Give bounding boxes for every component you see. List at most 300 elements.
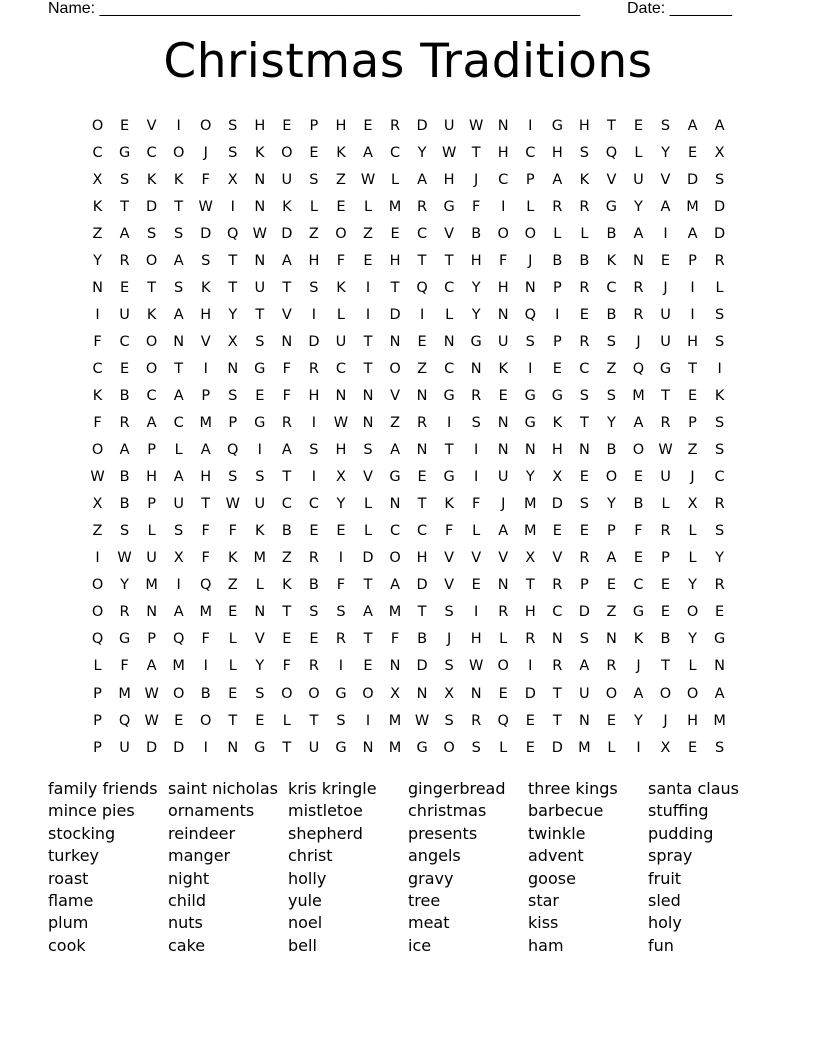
grid-letter[interactable]: M bbox=[388, 712, 402, 729]
grid-letter[interactable]: J bbox=[528, 252, 533, 269]
grid-letter[interactable]: U bbox=[579, 685, 590, 702]
grid-letter[interactable]: D bbox=[551, 496, 563, 513]
grid-letter[interactable]: X bbox=[92, 496, 103, 513]
grid-letter[interactable]: C bbox=[173, 415, 184, 432]
grid-letter[interactable]: B bbox=[606, 442, 617, 459]
grid-letter[interactable]: K bbox=[200, 279, 211, 296]
grid-letter[interactable]: O bbox=[91, 604, 104, 621]
grid-letter[interactable]: K bbox=[336, 144, 346, 161]
grid-letter[interactable]: H bbox=[200, 469, 212, 486]
grid-letter[interactable]: T bbox=[282, 279, 292, 296]
grid-letter[interactable]: W bbox=[252, 225, 267, 242]
grid-letter[interactable]: V bbox=[552, 550, 563, 567]
grid-letter[interactable]: N bbox=[335, 387, 347, 404]
grid-letter[interactable]: O bbox=[308, 685, 320, 702]
grid-letter[interactable]: T bbox=[363, 360, 373, 377]
grid-letter[interactable]: E bbox=[417, 333, 427, 350]
grid-letter[interactable]: F bbox=[444, 523, 454, 540]
grid-letter[interactable]: J bbox=[636, 333, 641, 350]
grid-letter[interactable]: B bbox=[119, 496, 130, 513]
grid-letter[interactable]: Y bbox=[471, 279, 481, 296]
grid-letter[interactable]: G bbox=[605, 198, 618, 215]
grid-letter[interactable]: E bbox=[687, 387, 698, 404]
grid-letter[interactable]: F bbox=[282, 387, 292, 404]
grid-letter[interactable]: R bbox=[633, 306, 644, 323]
grid-letter[interactable]: T bbox=[417, 604, 427, 621]
grid-letter[interactable]: R bbox=[281, 415, 292, 432]
grid-letter[interactable]: I bbox=[501, 198, 506, 215]
grid-letter[interactable]: Y bbox=[606, 415, 616, 432]
grid-letter[interactable]: I bbox=[365, 306, 371, 323]
grid-letter[interactable]: I bbox=[338, 658, 344, 675]
grid-letter[interactable]: C bbox=[389, 144, 401, 161]
grid-letter[interactable]: E bbox=[579, 469, 589, 486]
grid-letter[interactable]: A bbox=[579, 658, 590, 675]
grid-letter[interactable]: I bbox=[474, 604, 479, 621]
grid-letter[interactable]: P bbox=[147, 496, 156, 513]
grid-letter[interactable]: H bbox=[470, 252, 482, 269]
grid-letter[interactable]: I bbox=[446, 415, 452, 432]
grid-letter[interactable]: L bbox=[363, 496, 373, 513]
grid-letter[interactable]: G bbox=[713, 631, 726, 648]
grid-letter[interactable]: Z bbox=[417, 360, 428, 377]
grid-letter[interactable]: C bbox=[633, 577, 644, 594]
grid-letter[interactable]: H bbox=[497, 144, 509, 161]
grid-letter[interactable]: A bbox=[173, 604, 184, 621]
grid-letter[interactable]: F bbox=[634, 523, 643, 540]
grid-letter[interactable]: I bbox=[474, 442, 479, 459]
grid-letter[interactable]: M bbox=[524, 496, 537, 513]
grid-letter[interactable]: A bbox=[173, 469, 184, 486]
grid-letter[interactable]: J bbox=[501, 496, 506, 513]
grid-letter[interactable]: I bbox=[257, 442, 262, 459]
grid-letter[interactable]: T bbox=[309, 712, 319, 729]
grid-letter[interactable]: S bbox=[579, 387, 589, 404]
grid-letter[interactable]: T bbox=[282, 739, 292, 756]
grid-letter[interactable]: F bbox=[93, 333, 102, 350]
grid-letter[interactable]: Y bbox=[634, 198, 643, 215]
grid-letter[interactable]: K bbox=[228, 550, 238, 567]
grid-letter[interactable]: D bbox=[416, 117, 428, 134]
grid-letter[interactable]: N bbox=[416, 442, 428, 459]
grid-letter[interactable]: S bbox=[309, 171, 319, 188]
grid-letter[interactable]: Z bbox=[227, 577, 238, 594]
grid-letter[interactable]: P bbox=[607, 523, 616, 540]
grid-letter[interactable]: H bbox=[146, 469, 158, 486]
grid-letter[interactable]: Y bbox=[471, 306, 481, 323]
grid-letter[interactable]: F bbox=[282, 658, 292, 675]
grid-letter[interactable]: S bbox=[255, 685, 265, 702]
grid-letter[interactable]: F bbox=[390, 631, 400, 648]
grid-letter[interactable]: T bbox=[579, 415, 589, 432]
grid-letter[interactable]: E bbox=[228, 685, 238, 702]
grid-letter[interactable]: E bbox=[282, 631, 292, 648]
grid-letter[interactable]: E bbox=[255, 712, 265, 729]
grid-letter[interactable]: C bbox=[146, 144, 157, 161]
grid-letter[interactable]: N bbox=[633, 252, 644, 269]
grid-letter[interactable]: Q bbox=[227, 442, 239, 459]
grid-letter[interactable]: E bbox=[687, 144, 698, 161]
grid-letter[interactable]: C bbox=[281, 496, 292, 513]
grid-letter[interactable]: F bbox=[120, 658, 129, 675]
grid-letter[interactable]: T bbox=[552, 712, 562, 729]
grid-letter[interactable]: N bbox=[470, 360, 482, 377]
grid-letter[interactable]: F bbox=[201, 171, 210, 188]
grid-letter[interactable]: N bbox=[389, 658, 401, 675]
grid-letter[interactable]: A bbox=[173, 387, 184, 404]
grid-letter[interactable]: G bbox=[551, 117, 563, 134]
grid-letter[interactable]: L bbox=[228, 658, 237, 675]
grid-letter[interactable]: B bbox=[308, 577, 319, 594]
grid-letter[interactable]: K bbox=[146, 306, 157, 323]
grid-letter[interactable]: J bbox=[663, 279, 668, 296]
grid-letter[interactable]: F bbox=[336, 252, 346, 269]
grid-letter[interactable]: S bbox=[714, 171, 725, 188]
grid-letter[interactable]: C bbox=[714, 469, 725, 486]
grid-letter[interactable]: A bbox=[687, 117, 698, 134]
grid-letter[interactable]: L bbox=[309, 198, 318, 215]
grid-letter[interactable]: C bbox=[444, 360, 455, 377]
grid-letter[interactable]: E bbox=[660, 252, 671, 269]
grid-letter[interactable]: E bbox=[228, 604, 238, 621]
grid-letter[interactable]: G bbox=[659, 360, 672, 377]
grid-letter[interactable]: W bbox=[90, 469, 105, 486]
grid-letter[interactable]: D bbox=[524, 685, 536, 702]
grid-letter[interactable]: G bbox=[254, 739, 266, 756]
grid-letter[interactable]: I bbox=[176, 117, 181, 134]
grid-letter[interactable]: T bbox=[363, 631, 373, 648]
grid-letter[interactable]: N bbox=[362, 387, 374, 404]
grid-letter[interactable]: Q bbox=[227, 225, 239, 242]
grid-letter[interactable]: G bbox=[335, 739, 347, 756]
grid-letter[interactable]: V bbox=[660, 171, 671, 188]
grid-letter[interactable]: W bbox=[333, 415, 349, 432]
grid-letter[interactable]: N bbox=[416, 387, 428, 404]
grid-letter[interactable]: I bbox=[203, 658, 208, 675]
grid-letter[interactable]: W bbox=[198, 198, 213, 215]
grid-letter[interactable]: I bbox=[419, 306, 425, 323]
grid-letter[interactable]: T bbox=[282, 604, 292, 621]
grid-letter[interactable]: V bbox=[444, 225, 455, 242]
grid-letter[interactable]: N bbox=[227, 739, 239, 756]
grid-letter[interactable]: I bbox=[690, 279, 695, 296]
grid-letter[interactable]: E bbox=[660, 577, 671, 594]
grid-letter[interactable]: G bbox=[443, 198, 455, 215]
grid-letter[interactable]: K bbox=[498, 360, 508, 377]
grid-letter[interactable]: D bbox=[146, 198, 158, 215]
grid-letter[interactable]: H bbox=[551, 442, 563, 459]
grid-letter[interactable]: S bbox=[606, 387, 617, 404]
grid-letter[interactable]: N bbox=[497, 306, 509, 323]
grid-letter[interactable]: Y bbox=[606, 496, 616, 513]
grid-letter[interactable]: A bbox=[281, 252, 292, 269]
grid-letter[interactable]: R bbox=[525, 631, 536, 648]
grid-letter[interactable]: U bbox=[443, 117, 455, 134]
grid-letter[interactable]: Q bbox=[416, 279, 428, 296]
grid-letter[interactable]: V bbox=[254, 631, 265, 648]
grid-letter[interactable]: V bbox=[606, 171, 617, 188]
grid-letter[interactable]: M bbox=[172, 658, 185, 675]
grid-letter[interactable]: V bbox=[363, 469, 373, 486]
grid-letter[interactable]: P bbox=[201, 387, 211, 404]
grid-letter[interactable]: D bbox=[146, 739, 158, 756]
grid-letter[interactable]: U bbox=[497, 469, 509, 486]
grid-letter[interactable]: S bbox=[309, 279, 319, 296]
grid-letter[interactable]: A bbox=[714, 685, 725, 702]
grid-letter[interactable]: P bbox=[147, 631, 156, 648]
grid-letter[interactable]: E bbox=[525, 712, 535, 729]
grid-letter[interactable]: U bbox=[633, 171, 644, 188]
grid-letter[interactable]: F bbox=[201, 631, 210, 648]
grid-letter[interactable]: E bbox=[336, 523, 346, 540]
grid-letter[interactable]: L bbox=[688, 658, 697, 675]
grid-letter[interactable]: S bbox=[147, 225, 157, 242]
grid-letter[interactable]: M bbox=[713, 712, 726, 729]
grid-letter[interactable]: T bbox=[363, 577, 373, 594]
grid-letter[interactable]: T bbox=[147, 279, 157, 296]
grid-letter[interactable]: E bbox=[498, 387, 508, 404]
grid-letter[interactable]: P bbox=[552, 333, 562, 350]
grid-letter[interactable]: A bbox=[363, 144, 373, 161]
grid-letter[interactable]: R bbox=[308, 550, 319, 567]
grid-letter[interactable]: O bbox=[91, 577, 104, 594]
grid-letter[interactable]: D bbox=[362, 550, 374, 567]
grid-letter[interactable]: M bbox=[145, 577, 158, 594]
grid-letter[interactable]: Z bbox=[308, 225, 319, 242]
grid-letter[interactable]: S bbox=[228, 469, 238, 486]
grid-letter[interactable]: M bbox=[388, 739, 402, 756]
grid-letter[interactable]: O bbox=[91, 442, 104, 459]
grid-letter[interactable]: W bbox=[225, 496, 240, 513]
grid-letter[interactable]: N bbox=[389, 333, 401, 350]
grid-letter[interactable]: A bbox=[146, 415, 157, 432]
grid-letter[interactable]: T bbox=[174, 360, 184, 377]
grid-letter[interactable]: C bbox=[498, 171, 509, 188]
grid-letter[interactable]: E bbox=[579, 306, 589, 323]
grid-letter[interactable]: D bbox=[173, 739, 185, 756]
grid-letter[interactable]: Q bbox=[172, 631, 185, 648]
grid-letter[interactable]: M bbox=[632, 387, 645, 404]
date-field-label[interactable]: Date: _______ bbox=[627, 0, 732, 17]
grid-letter[interactable]: R bbox=[552, 198, 563, 215]
grid-letter[interactable]: I bbox=[365, 279, 371, 296]
grid-letter[interactable]: Q bbox=[118, 712, 131, 729]
grid-letter[interactable]: F bbox=[201, 523, 210, 540]
grid-letter[interactable]: E bbox=[282, 117, 292, 134]
grid-letter[interactable]: M bbox=[578, 739, 591, 756]
grid-letter[interactable]: I bbox=[230, 198, 235, 215]
grid-letter[interactable]: C bbox=[92, 144, 103, 161]
grid-letter[interactable]: L bbox=[147, 523, 156, 540]
grid-letter[interactable]: W bbox=[360, 171, 376, 188]
grid-letter[interactable]: F bbox=[472, 496, 481, 513]
grid-letter[interactable]: O bbox=[172, 685, 185, 702]
grid-letter[interactable]: S bbox=[363, 442, 373, 459]
grid-letter[interactable]: S bbox=[255, 469, 265, 486]
grid-letter[interactable]: T bbox=[282, 469, 292, 486]
grid-letter[interactable]: X bbox=[687, 496, 698, 513]
grid-letter[interactable]: N bbox=[362, 415, 374, 432]
grid-letter[interactable]: T bbox=[228, 712, 238, 729]
grid-letter[interactable]: K bbox=[92, 387, 103, 404]
grid-letter[interactable]: I bbox=[636, 739, 641, 756]
grid-letter[interactable]: A bbox=[633, 415, 644, 432]
grid-letter[interactable]: B bbox=[200, 685, 211, 702]
grid-letter[interactable]: I bbox=[528, 117, 533, 134]
grid-letter[interactable]: R bbox=[471, 712, 482, 729]
grid-letter[interactable]: E bbox=[715, 604, 725, 621]
grid-letter[interactable]: E bbox=[174, 712, 184, 729]
grid-letter[interactable]: N bbox=[254, 252, 266, 269]
grid-letter[interactable]: O bbox=[524, 225, 536, 242]
grid-letter[interactable]: C bbox=[552, 604, 563, 621]
grid-letter[interactable]: H bbox=[416, 550, 428, 567]
grid-letter[interactable]: X bbox=[173, 550, 184, 567]
grid-letter[interactable]: L bbox=[255, 577, 264, 594]
grid-letter[interactable]: K bbox=[255, 523, 265, 540]
grid-letter[interactable]: G bbox=[254, 360, 266, 377]
grid-letter[interactable]: N bbox=[524, 279, 536, 296]
grid-letter[interactable]: T bbox=[444, 442, 454, 459]
grid-letter[interactable]: X bbox=[525, 550, 536, 567]
grid-letter[interactable]: S bbox=[336, 712, 346, 729]
grid-letter[interactable]: D bbox=[686, 171, 699, 188]
grid-letter[interactable]: P bbox=[688, 252, 697, 269]
grid-letter[interactable]: O bbox=[145, 360, 158, 377]
grid-letter[interactable]: X bbox=[92, 171, 103, 188]
grid-letter[interactable]: B bbox=[119, 387, 130, 404]
grid-letter[interactable]: I bbox=[95, 550, 100, 567]
grid-letter[interactable]: O bbox=[389, 550, 401, 567]
grid-letter[interactable]: J bbox=[446, 631, 452, 648]
grid-letter[interactable]: L bbox=[634, 144, 643, 161]
grid-letter[interactable]: T bbox=[255, 306, 265, 323]
grid-letter[interactable]: I bbox=[311, 415, 317, 432]
grid-letter[interactable]: O bbox=[605, 469, 618, 486]
grid-letter[interactable]: N bbox=[173, 333, 185, 350]
grid-letter[interactable]: N bbox=[578, 712, 590, 729]
grid-letter[interactable]: M bbox=[524, 523, 537, 540]
grid-letter[interactable]: R bbox=[308, 360, 319, 377]
grid-letter[interactable]: J bbox=[474, 171, 479, 188]
grid-letter[interactable]: O bbox=[605, 685, 618, 702]
grid-letter[interactable]: P bbox=[688, 415, 697, 432]
grid-letter[interactable]: T bbox=[390, 279, 400, 296]
grid-letter[interactable]: M bbox=[388, 604, 402, 621]
grid-letter[interactable]: A bbox=[417, 171, 428, 188]
grid-letter[interactable]: B bbox=[579, 252, 590, 269]
grid-letter[interactable]: R bbox=[335, 631, 346, 648]
grid-letter[interactable]: B bbox=[606, 225, 617, 242]
grid-letter[interactable]: F bbox=[336, 577, 346, 594]
grid-letter[interactable]: T bbox=[552, 685, 562, 702]
grid-letter[interactable]: E bbox=[633, 550, 644, 567]
grid-letter[interactable]: V bbox=[471, 550, 482, 567]
grid-letter[interactable]: R bbox=[119, 415, 130, 432]
grid-letter[interactable]: B bbox=[606, 306, 617, 323]
grid-letter[interactable]: O bbox=[145, 252, 158, 269]
grid-letter[interactable]: A bbox=[633, 685, 644, 702]
grid-letter[interactable]: R bbox=[579, 550, 590, 567]
grid-letter[interactable]: T bbox=[417, 252, 427, 269]
grid-letter[interactable]: R bbox=[714, 252, 725, 269]
grid-letter[interactable]: E bbox=[363, 658, 373, 675]
grid-letter[interactable]: G bbox=[443, 387, 455, 404]
grid-letter[interactable]: C bbox=[389, 523, 401, 540]
grid-letter[interactable]: A bbox=[363, 604, 373, 621]
grid-letter[interactable]: C bbox=[417, 523, 428, 540]
grid-letter[interactable]: Z bbox=[281, 550, 292, 567]
grid-letter[interactable]: Y bbox=[336, 496, 346, 513]
grid-letter[interactable]: E bbox=[119, 279, 130, 296]
grid-letter[interactable]: A bbox=[119, 442, 130, 459]
grid-letter[interactable]: T bbox=[525, 577, 535, 594]
grid-letter[interactable]: C bbox=[417, 225, 428, 242]
grid-letter[interactable]: L bbox=[580, 225, 589, 242]
grid-letter[interactable]: A bbox=[390, 577, 400, 594]
grid-letter[interactable]: W bbox=[414, 712, 430, 729]
grid-letter[interactable]: V bbox=[390, 387, 400, 404]
grid-letter[interactable]: B bbox=[552, 252, 563, 269]
grid-letter[interactable]: E bbox=[552, 360, 562, 377]
grid-letter[interactable]: C bbox=[579, 360, 590, 377]
grid-letter[interactable]: I bbox=[365, 712, 371, 729]
grid-letter[interactable]: M bbox=[686, 198, 699, 215]
grid-letter[interactable]: M bbox=[118, 685, 131, 702]
grid-letter[interactable]: P bbox=[147, 442, 156, 459]
grid-letter[interactable]: Y bbox=[715, 550, 725, 567]
grid-letter[interactable]: N bbox=[389, 496, 401, 513]
grid-letter[interactable]: N bbox=[497, 117, 509, 134]
grid-letter[interactable]: A bbox=[173, 306, 184, 323]
grid-letter[interactable]: M bbox=[388, 198, 402, 215]
grid-letter[interactable]: O bbox=[281, 685, 293, 702]
grid-letter[interactable]: R bbox=[660, 415, 671, 432]
grid-letter[interactable]: G bbox=[551, 387, 563, 404]
grid-letter[interactable]: R bbox=[308, 658, 319, 675]
grid-letter[interactable]: L bbox=[445, 306, 454, 323]
grid-letter[interactable]: U bbox=[254, 279, 266, 296]
grid-letter[interactable]: W bbox=[144, 685, 159, 702]
grid-letter[interactable]: I bbox=[95, 306, 100, 323]
grid-letter[interactable]: U bbox=[146, 550, 157, 567]
grid-letter[interactable]: W bbox=[144, 712, 159, 729]
grid-letter[interactable]: Y bbox=[661, 144, 670, 161]
grid-letter[interactable]: N bbox=[92, 279, 103, 296]
grid-letter[interactable]: R bbox=[579, 279, 590, 296]
grid-letter[interactable]: Z bbox=[92, 523, 103, 540]
grid-letter[interactable]: X bbox=[390, 685, 400, 702]
grid-letter[interactable]: L bbox=[390, 171, 400, 188]
grid-letter[interactable]: W bbox=[469, 117, 484, 134]
grid-letter[interactable]: K bbox=[444, 496, 454, 513]
grid-letter[interactable]: P bbox=[661, 550, 670, 567]
grid-letter[interactable]: H bbox=[443, 171, 455, 188]
grid-letter[interactable]: G bbox=[118, 631, 131, 648]
grid-letter[interactable]: E bbox=[579, 523, 589, 540]
grid-letter[interactable]: C bbox=[606, 279, 617, 296]
grid-letter[interactable]: B bbox=[281, 523, 292, 540]
grid-letter[interactable]: H bbox=[551, 144, 563, 161]
grid-letter[interactable]: I bbox=[338, 550, 344, 567]
grid-letter[interactable]: X bbox=[714, 144, 725, 161]
grid-letter[interactable]: S bbox=[228, 144, 238, 161]
grid-letter[interactable]: S bbox=[119, 523, 130, 540]
grid-letter[interactable]: C bbox=[308, 496, 319, 513]
grid-letter[interactable]: U bbox=[660, 469, 671, 486]
grid-letter[interactable]: L bbox=[661, 496, 670, 513]
grid-letter[interactable]: Z bbox=[606, 604, 617, 621]
